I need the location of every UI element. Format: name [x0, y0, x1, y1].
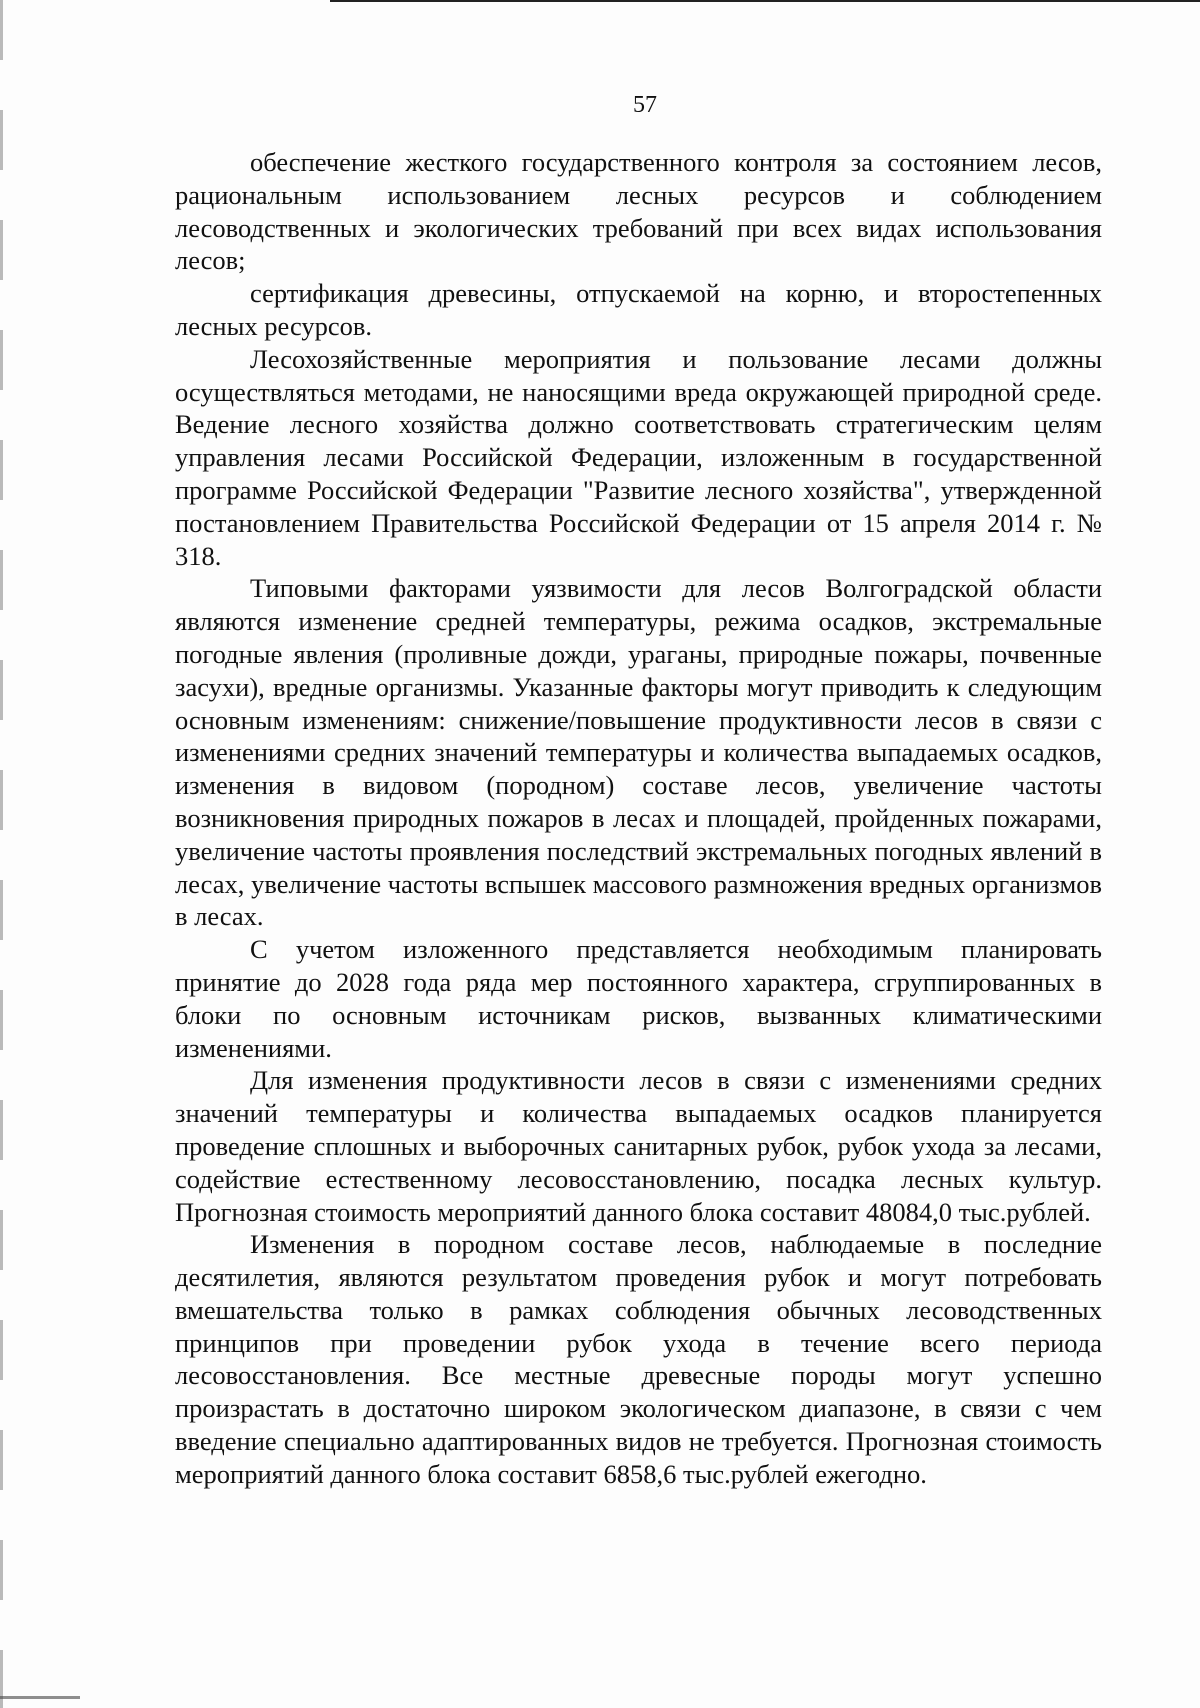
paragraph-timber-certification: сертификация древесины, отпускаемой на корню, и второстепенных лесных ресурсов. — [175, 278, 1102, 341]
document-body — [175, 146, 1102, 1491]
scan-edge-top — [330, 0, 1200, 2]
page-number: 57 — [633, 92, 657, 118]
paragraph-planned-measures: С учетом изложенного представляется необходимым планировать принятие до 2028 года ряда мер постоянного характера, сгруппированных в блоки по основным источникам рисков, вызванных климатическими изменениями. — [175, 934, 1102, 1063]
paragraph-vulnerability-factors: Типовыми факторами уязвимости для лесов Волгоградской области являются изменение средней температуры, режима осадков, экстремальные погодные явления (проливные дожди, ураганы, природные пожары, почвенные засухи), вредные организмы. Указанные факторы могут приводить к следующим основным изменениям: снижение/повышение продуктивности лесов в связи с изменениями средних значений температуры и количества выпадаемых осадков, изменения в видовом (породном) составе лесов, увеличение частоты возникновения природных пожаров в лесах и площадей, пройденных пожарами, увеличение частоты проявления последствий экстремальных погодных явлений в лесах, увеличение частоты вспышек массового размножения вредных организмов в лесах. — [175, 573, 1102, 932]
scan-mark-bottom — [0, 1696, 80, 1699]
scan-edge-left — [0, 0, 3, 1708]
paragraph-state-control: обеспечение жесткого государственного контроля за состоянием лесов, рациональным использованием лесных ресурсов и соблюдением лесоводственных и экологических требований при всех видах использования лесов; — [175, 147, 1102, 276]
paragraph-forestry-methods: Лесохозяйственные мероприятия и пользование лесами должны осуществляться методами, не наносящими вреда окружающей природной среде. Ведение лесного хозяйства должно соответствовать стратегическим целям управления лесами Российской Федерации, изложенным в государственной программе Российской Федерации "Развитие лесного хозяйства", утвержденной постановлением Правительства Российской Федерации от 15 апреля 2014 г. № 318. — [175, 343, 1102, 571]
paragraph-species-composition: Изменения в породном составе лесов, наблюдаемые в последние десятилетия, являются результатом проведения рубок и могут потребовать вмешательства только в рамках соблюдения обычных лесоводственных принципов при проведении рубок ухода в течение всего периода лесовосстановления. Все местные древесные породы могут успешно произрастать в достаточно широком экологическом диапазоне, в связи с чем введение специально адаптированных видов не требуется. Прогнозная стоимость мероприятий данного блока составит 6858,6 тыс.рублей ежегодно. — [175, 1229, 1102, 1489]
paragraph-productivity-measures: Для изменения продуктивности лесов в связи с изменениями средних значений температуры и количества выпадаемых осадков планируется проведение сплошных и выборочных санитарных рубок, рубок ухода за лесами, содействие естественному лесовосстановлению, посадка лесных культур. Прогнозная стоимость мероприятий данного блока составит 48084,0 тыс.рублей. — [175, 1065, 1102, 1227]
